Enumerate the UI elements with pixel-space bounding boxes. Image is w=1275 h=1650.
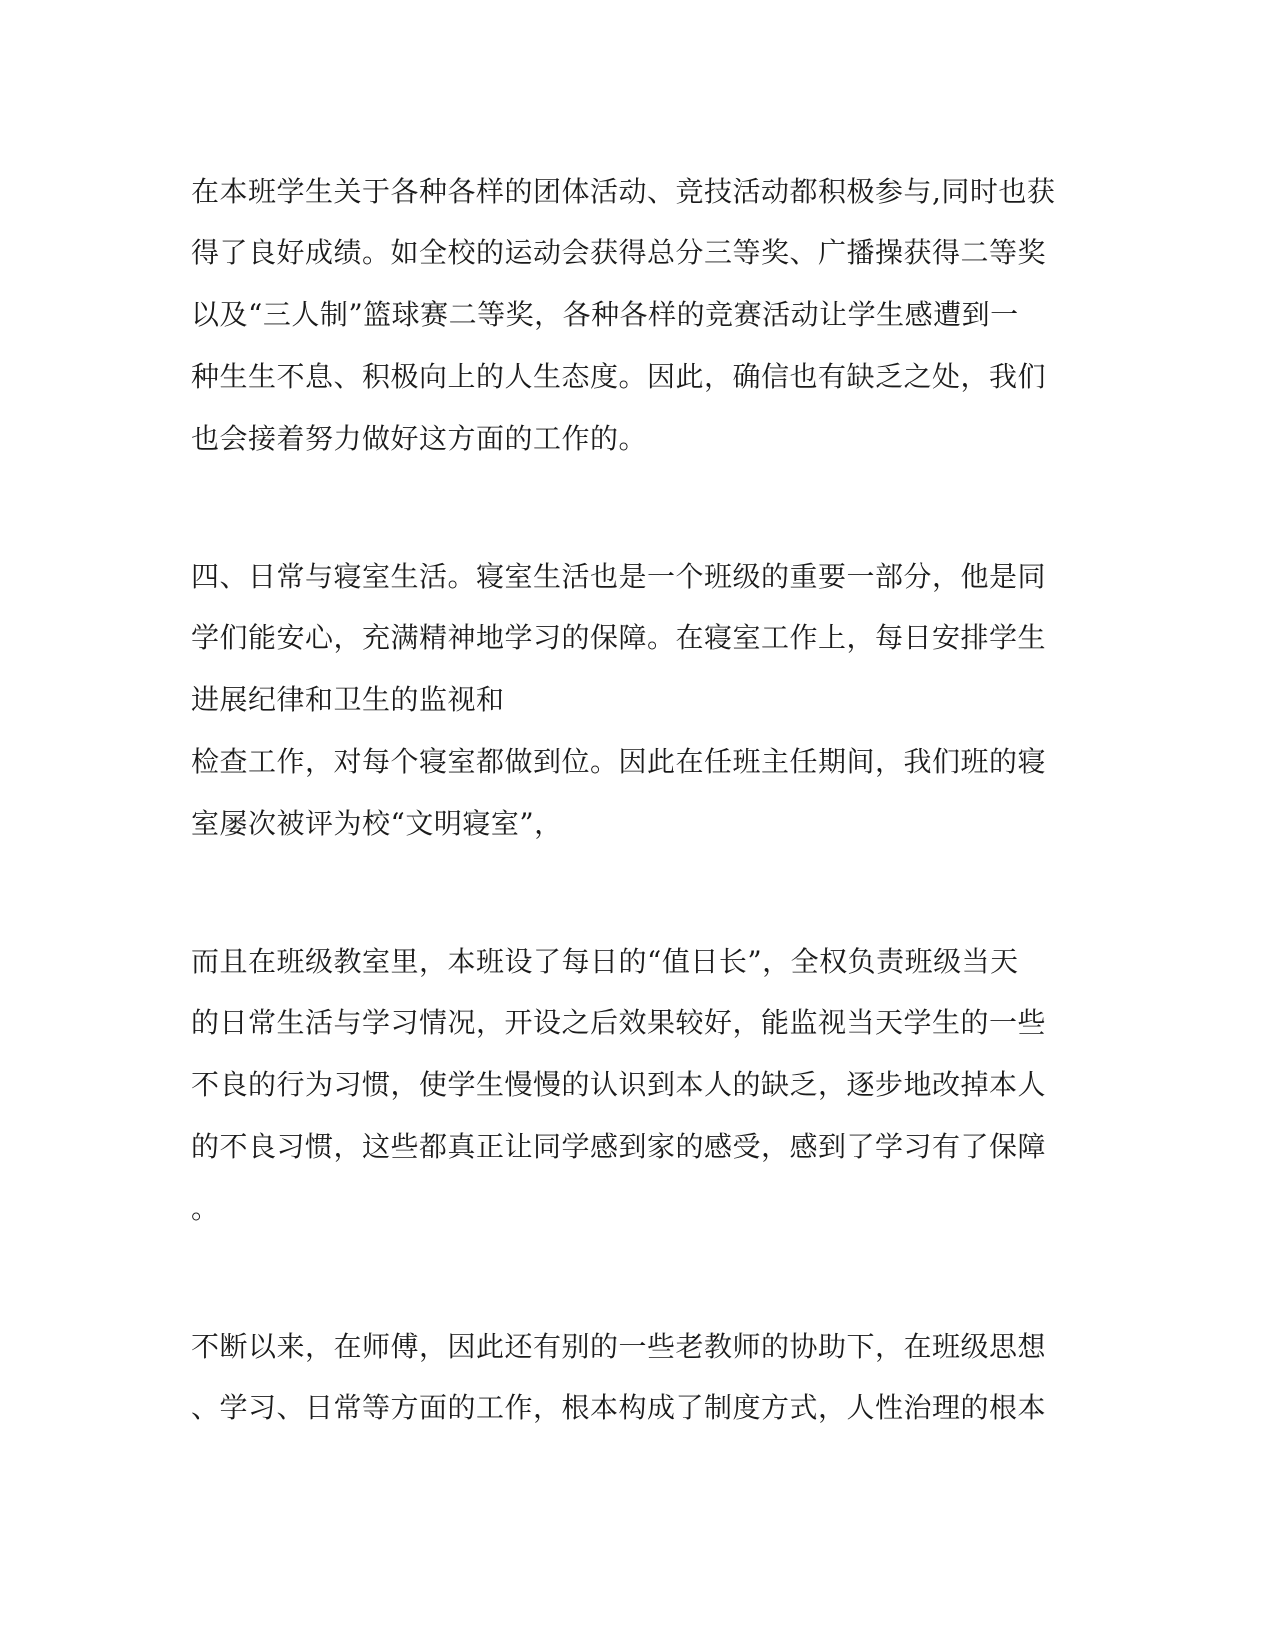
text-line: 室屡次被评为校“文明寝室”，: [191, 807, 563, 840]
text-line: 而且在班级教室里，本班设了每日的“值日长”，全权负责班级当天: [191, 945, 1019, 978]
text-line: 种生生不息、积极向上的人生态度。因此，确信也有缺乏之处，我们: [191, 360, 1047, 393]
text-line: 的不良习惯，这些都真正让同学感到家的感受，感到了学习有了保障: [191, 1130, 1047, 1163]
text-line: 在本班学生关于各种各样的团体活动、竞技活动都积极参与,同时也获: [191, 175, 1056, 208]
text-line: 学们能安心，充满精神地学习的保障。在寝室工作上，每日安排学生: [191, 621, 1047, 654]
text-line: 、学习、日常等方面的工作，根本构成了制度方式，人性治理的根本: [191, 1391, 1047, 1424]
text-line: 进展纪律和卫生的监视和: [191, 683, 505, 716]
text-line: 不良的行为习惯，使学生慢慢的认识到本人的缺乏，逐步地改掉本人: [191, 1068, 1047, 1101]
text-line: 以及“三人制”篮球赛二等奖，各种各样的竞赛活动让学生感遭到一: [191, 298, 1019, 331]
text-line: 也会接着努力做好这方面的工作的。: [191, 422, 648, 455]
text-line: 得了良好成绩。如全校的运动会获得总分三等奖、广播操获得二等奖: [191, 236, 1047, 269]
text-line: 四、日常与寝室生活。寝室生活也是一个班级的重要一部分，他是同: [191, 560, 1047, 593]
text-line: 不断以来，在师傅，因此还有别的一些老教师的协助下，在班级思想: [191, 1330, 1047, 1363]
text-line: 的日常生活与学习情况，开设之后效果较好，能监视当天学生的一些: [191, 1006, 1047, 1039]
text-line: 检查工作，对每个寝室都做到位。因此在任班主任期间，我们班的寝: [191, 745, 1047, 778]
text-line: 。: [191, 1192, 220, 1225]
